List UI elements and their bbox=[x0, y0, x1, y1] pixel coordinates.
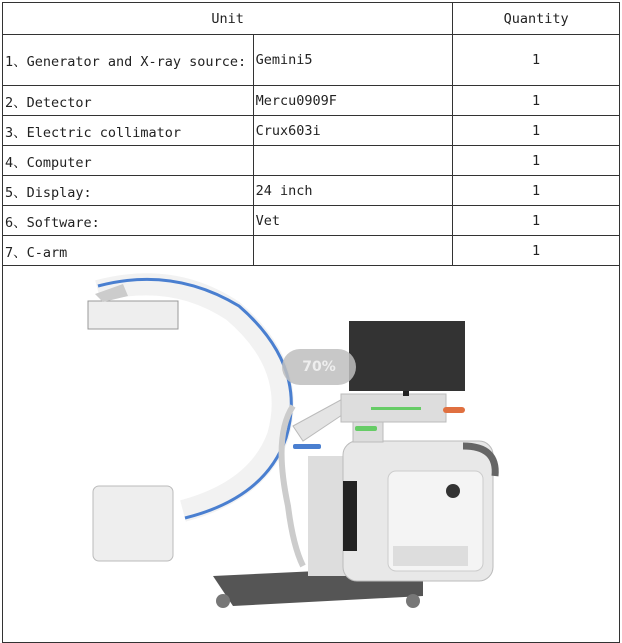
unit-cell: 6、Software: bbox=[3, 206, 254, 236]
zoom-badge: 70% bbox=[282, 349, 356, 385]
blue-handle bbox=[293, 444, 321, 449]
orange-handle bbox=[443, 407, 465, 413]
table-header-row bbox=[3, 3, 620, 35]
green-indicator bbox=[371, 407, 421, 410]
x-ray-generator bbox=[93, 486, 173, 561]
table-row bbox=[3, 236, 620, 266]
wheel bbox=[406, 594, 420, 608]
table-row bbox=[3, 86, 620, 116]
column bbox=[308, 456, 348, 576]
unit-cell: 7、C-arm bbox=[3, 236, 254, 266]
unit-cell: 1、Generator and X-ray source: bbox=[3, 35, 254, 86]
unit-cell: 3、Electric collimator bbox=[3, 116, 254, 146]
header-quantity: Quantity bbox=[453, 3, 620, 35]
emergency-button bbox=[446, 484, 460, 498]
unit-cell: 4、Computer bbox=[3, 146, 254, 176]
model-cell: Vet bbox=[253, 206, 453, 236]
equipment-table bbox=[2, 2, 620, 643]
quantity-cell: 1 bbox=[453, 206, 620, 236]
model-cell: Crux603i bbox=[253, 116, 453, 146]
green-handle bbox=[355, 426, 377, 431]
model-cell bbox=[253, 146, 453, 176]
model-cell: Gemini5 bbox=[253, 35, 453, 86]
quantity-cell: 1 bbox=[453, 86, 620, 116]
monitor-stand bbox=[403, 391, 409, 396]
quantity-cell: 1 bbox=[453, 146, 620, 176]
unit-cell: 2、Detector bbox=[3, 86, 254, 116]
detector bbox=[88, 301, 178, 329]
quantity-cell: 1 bbox=[453, 176, 620, 206]
arm bbox=[293, 396, 348, 441]
model-cell: 24 inch bbox=[253, 176, 453, 206]
table-row bbox=[3, 35, 620, 86]
c-arm-illustration bbox=[3, 266, 619, 638]
quantity-cell: 1 bbox=[453, 236, 620, 266]
vent bbox=[393, 546, 468, 566]
c-arm-image-cell bbox=[3, 266, 620, 643]
wheel bbox=[216, 594, 230, 608]
table-row bbox=[3, 116, 620, 146]
unit-cell: 5、Display: bbox=[3, 176, 254, 206]
image-row bbox=[3, 266, 620, 643]
model-cell bbox=[253, 236, 453, 266]
quantity-cell: 1 bbox=[453, 116, 620, 146]
header-unit: Unit bbox=[3, 3, 453, 35]
quantity-cell: 1 bbox=[453, 35, 620, 86]
arm-joint bbox=[353, 422, 383, 442]
monitor bbox=[349, 321, 465, 391]
handle-left bbox=[343, 481, 357, 551]
table-row bbox=[3, 206, 620, 236]
table-row bbox=[3, 146, 620, 176]
table-row bbox=[3, 176, 620, 206]
model-cell: Mercu0909F bbox=[253, 86, 453, 116]
